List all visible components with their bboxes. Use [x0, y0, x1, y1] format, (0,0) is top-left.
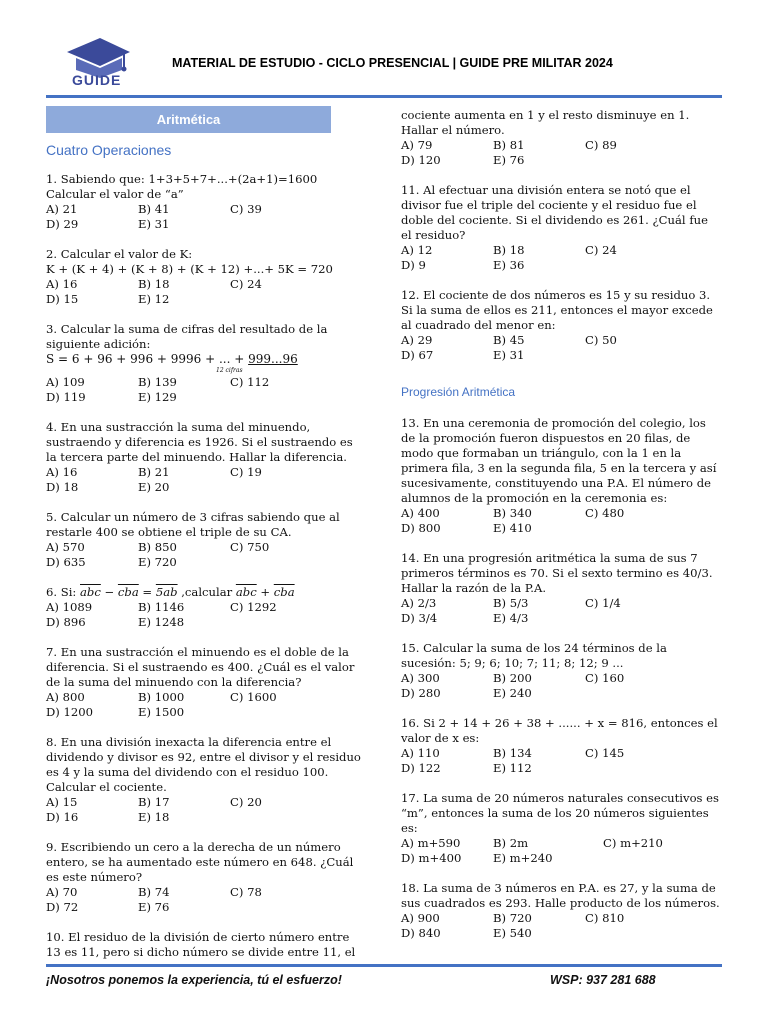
- option: C) 24: [585, 243, 617, 257]
- question-1: [46, 172, 366, 232]
- question-text: 6. Si: $\overline{abc} - \overline{cba} = 5ab$ ,calcular $\overline{abc} + \overline{cba}$: [46, 585, 295, 599]
- option: A) 300: [401, 671, 440, 685]
- question-text: cociente aumenta en 1 y el resto disminuye en 1. Hallar el número.: [401, 108, 690, 137]
- footer-divider: [46, 964, 722, 967]
- option: B) 17: [138, 795, 170, 809]
- question-6: [46, 585, 366, 630]
- options: [401, 671, 721, 701]
- option: D) 840: [401, 926, 441, 940]
- option: C) 78: [230, 885, 262, 899]
- option: A) 570: [46, 540, 85, 554]
- question-text: 3. Calcular la suma de cifras del resultado de la siguiente adición:: [46, 322, 328, 351]
- question-9: [46, 840, 366, 915]
- formula-term: $\overline{abc}$: [80, 585, 101, 599]
- option: E) 20: [138, 480, 170, 494]
- options: [46, 202, 366, 232]
- option: D) 120: [401, 153, 441, 167]
- formula-term: $\overline{abc}$: [235, 585, 257, 599]
- option: E) 1500: [138, 705, 185, 719]
- footer-contact: WSP: 937 281 688: [550, 973, 656, 987]
- option: C) 24: [230, 277, 262, 291]
- option: C) 145: [585, 746, 625, 760]
- option: B) 81: [493, 138, 525, 152]
- question-text: 1. Sabiendo que: 1+3+5+7+...+(2a+1)=1600: [46, 172, 318, 186]
- option: D) 800: [401, 521, 441, 535]
- option: A) 1089: [46, 600, 93, 614]
- option: D) 1200: [46, 705, 94, 719]
- question-8: [46, 735, 366, 825]
- option: A) 16: [46, 277, 78, 291]
- question-text: 11. Al efectuar una división entera se notó que el divisor fue el triple del cociente y el residuo fue el doble del cociente. Si el dividendo es 261. ¿Cuál fue el residuo?: [401, 183, 708, 242]
- options: [46, 375, 366, 405]
- option: E) 410: [493, 521, 532, 535]
- option: E) 76: [138, 900, 170, 914]
- option: A) 16: [46, 465, 78, 479]
- option: C) 160: [585, 671, 625, 685]
- options: [46, 600, 366, 630]
- option: B) 1146: [138, 600, 185, 614]
- question-text: 7. En una sustracción el minuendo es el doble de la diferencia. Si el sustraendo es 400. ¿Cuál es el valor de la suma del minuendo con la diferencia?: [46, 645, 355, 689]
- question-text: 15. Calcular la suma de los 24 términos de la sucesión: 5; 9; 6; 10; 7; 11; 8; 12; 9 ...: [401, 641, 667, 670]
- option: A) 2/3: [401, 596, 437, 610]
- formula-term: 5ab: [155, 585, 178, 599]
- option: D) 15: [46, 292, 79, 306]
- page-title: MATERIAL DE ESTUDIO - CICLO PRESENCIAL | GUIDE PRE MILITAR 2024: [172, 56, 613, 70]
- option: C) 1600: [230, 690, 277, 704]
- option: E) 129: [138, 390, 177, 404]
- question-text: 14. En una progresión aritmética la suma de sus 7 primeros términos es 70. Si el sexto termino es 40/3. Hallar la razón de la P.A.: [401, 551, 713, 595]
- option: E) 31: [138, 217, 170, 231]
- option: D) 3/4: [401, 611, 438, 625]
- question-5: [46, 510, 366, 570]
- option: A) 12: [401, 243, 433, 257]
- question-11: [401, 183, 721, 273]
- option: E) 31: [493, 348, 525, 362]
- option: C) 750: [230, 540, 270, 554]
- options: [401, 333, 721, 363]
- option: C) 1292: [230, 600, 277, 614]
- question-text: 5. Calcular un número de 3 cifras sabiendo que al restarle 400 se obtiene el triple de su CA.: [46, 510, 340, 539]
- option: B) 340: [493, 506, 532, 520]
- option: A) 79: [401, 138, 433, 152]
- option: B) 41: [138, 202, 170, 216]
- option: D) 29: [46, 217, 79, 231]
- question-12: [401, 288, 721, 363]
- question-calc: ,calcular: [181, 585, 233, 599]
- option: A) 15: [46, 795, 78, 809]
- option: D) 9: [401, 258, 426, 272]
- option: E) 720: [138, 555, 177, 569]
- options: [46, 277, 366, 307]
- option: D) 635: [46, 555, 86, 569]
- left-column: [46, 106, 366, 975]
- options: [401, 138, 721, 168]
- question-16: [401, 716, 721, 776]
- option: B) 200: [493, 671, 532, 685]
- question-7: [46, 645, 366, 720]
- option: C) 50: [585, 333, 617, 347]
- option: D) 67: [401, 348, 434, 362]
- option: A) 70: [46, 885, 78, 899]
- question-text: 4. En una sustracción la suma del minuendo, sustraendo y diferencia es 1926. Si el sustraendo es la tercera parte del minuendo. Hallar la diferencia.: [46, 420, 353, 464]
- option: D) 18: [46, 480, 79, 494]
- header-divider: [46, 95, 722, 98]
- question-prefix: 6. Si:: [46, 585, 77, 599]
- formula-note: 12 cifras: [216, 367, 243, 374]
- formula: [46, 352, 366, 367]
- question-3: [46, 322, 366, 405]
- option: E) 540: [493, 926, 532, 940]
- option: C) 19: [230, 465, 262, 479]
- option: B) 18: [493, 243, 525, 257]
- question-text: 9. Escribiendo un cero a la derecha de un número entero, se ha aumentado este número en 648. ¿Cuál es este número?: [46, 840, 354, 884]
- option: A) 800: [46, 690, 85, 704]
- section-title-cuatro-operaciones: Cuatro Operaciones: [46, 142, 172, 158]
- option: E) 4/3: [493, 611, 529, 625]
- question-text: 16. Si 2 + 14 + 26 + 38 + ...... + x = 816, entonces el valor de x es:: [401, 716, 718, 745]
- option: C) 20: [230, 795, 262, 809]
- right-column: [401, 108, 721, 956]
- options: [401, 836, 721, 866]
- options: [46, 690, 366, 720]
- option: A) 110: [401, 746, 440, 760]
- question-2: [46, 247, 366, 307]
- option: B) 2m: [493, 836, 529, 850]
- option: E) 36: [493, 258, 525, 272]
- option: C) 810: [585, 911, 625, 925]
- option: D) m+400: [401, 851, 462, 865]
- option: A) 900: [401, 911, 440, 925]
- question-18: [401, 881, 721, 941]
- question-10-continued: [401, 108, 721, 168]
- option: D) 122: [401, 761, 441, 775]
- question-text: 13. En una ceremonia de promoción del colegio, los de la promoción fueron dispuestos en 20 filas, de modo que formaban un triángulo, con la 1 en la primera fila, 3 en la segunda fila, 5 en la tercera y así sucesivamente, constituyendo una P.A. El número de alumnos de la promoción en la ceremonia es:: [401, 416, 717, 505]
- option: B) 720: [493, 911, 532, 925]
- logo-text: GUIDE: [72, 72, 122, 88]
- options: [401, 243, 721, 273]
- option: E) 12: [138, 292, 170, 306]
- question-4: [46, 420, 366, 495]
- option: D) 119: [46, 390, 86, 404]
- option: D) 280: [401, 686, 441, 700]
- section-title-progresion-aritmetica: Progresión Aritmética: [401, 385, 516, 399]
- option: C) 39: [230, 202, 262, 216]
- footer-slogan: ¡Nosotros ponemos la experiencia, tú el esfuerzo!: [46, 973, 342, 987]
- option: A) 21: [46, 202, 78, 216]
- option: D) 896: [46, 615, 86, 629]
- question-14: [401, 551, 721, 626]
- option: C) 1/4: [585, 596, 621, 610]
- option: E) m+240: [493, 851, 553, 865]
- formula-term: $\overline{cba}$: [117, 585, 139, 599]
- question-13: [401, 416, 721, 536]
- question-15: [401, 641, 721, 701]
- option: E) 1248: [138, 615, 185, 629]
- question-text: 10. El residuo de la división de cierto número entre 13 es 11, pero si dicho número se divide entre 11, el: [46, 930, 356, 959]
- option: A) 400: [401, 506, 440, 520]
- option: E) 112: [493, 761, 532, 775]
- option: D) 72: [46, 900, 79, 914]
- option: E) 18: [138, 810, 170, 824]
- subject-banner: Aritmética: [46, 106, 331, 133]
- option: B) 21: [138, 465, 170, 479]
- option: B) 5/3: [493, 596, 529, 610]
- option: B) 18: [138, 277, 170, 291]
- options: [401, 746, 721, 776]
- formula-underbrace: 999...96: [248, 352, 298, 366]
- option: C) 480: [585, 506, 625, 520]
- options: [46, 885, 366, 915]
- options: [401, 506, 721, 536]
- question-text: Calcular el valor de “a”: [46, 187, 184, 201]
- option: B) 850: [138, 540, 177, 554]
- question-text: 2. Calcular el valor de K:: [46, 247, 193, 261]
- option: A) 29: [401, 333, 433, 347]
- options: [46, 540, 366, 570]
- question-text: K + (K + 4) + (K + 8) + (K + 12) +...+ 5K = 720: [46, 262, 333, 276]
- question-text: 12. El cociente de dos números es 15 y su residuo 3. Si la suma de ellos es 211, entonces el mayor excede al cuadrado del menor en:: [401, 288, 713, 332]
- option: C) 112: [230, 375, 270, 389]
- options: [46, 465, 366, 495]
- option: E) 240: [493, 686, 532, 700]
- question-text: 17. La suma de 20 números naturales consecutivos es “m”, entonces la suma de los 20 números siguientes es:: [401, 791, 719, 835]
- option: B) 139: [138, 375, 177, 389]
- options: [401, 596, 721, 626]
- option: D) 16: [46, 810, 79, 824]
- options: [46, 795, 366, 825]
- question-10: [46, 930, 366, 960]
- option: B) 134: [493, 746, 532, 760]
- question-text: 8. En una división inexacta la diferencia entre el dividendo y divisor es 92, entre el divisor y el residuo es 4 y la suma del dividendo con el residuo 100. Calcular el cociente.: [46, 735, 361, 794]
- formula-term: $\overline{cba}$: [273, 585, 295, 599]
- formula-text: S = 6 + 96 + 996 + 9996 + ... +: [46, 352, 249, 366]
- option: B) 45: [493, 333, 525, 347]
- question-text: 18. La suma de 3 números en P.A. es 27, y la suma de sus cuadrados es 293. Halle producto de los números.: [401, 881, 720, 910]
- option: C) 89: [585, 138, 617, 152]
- option: E) 76: [493, 153, 525, 167]
- option: B) 74: [138, 885, 170, 899]
- option: A) 109: [46, 375, 85, 389]
- options: [401, 911, 721, 941]
- option: A) m+590: [401, 836, 461, 850]
- option: B) 1000: [138, 690, 185, 704]
- question-17: [401, 791, 721, 866]
- option: C) m+210: [603, 836, 663, 850]
- page-header: [0, 0, 768, 100]
